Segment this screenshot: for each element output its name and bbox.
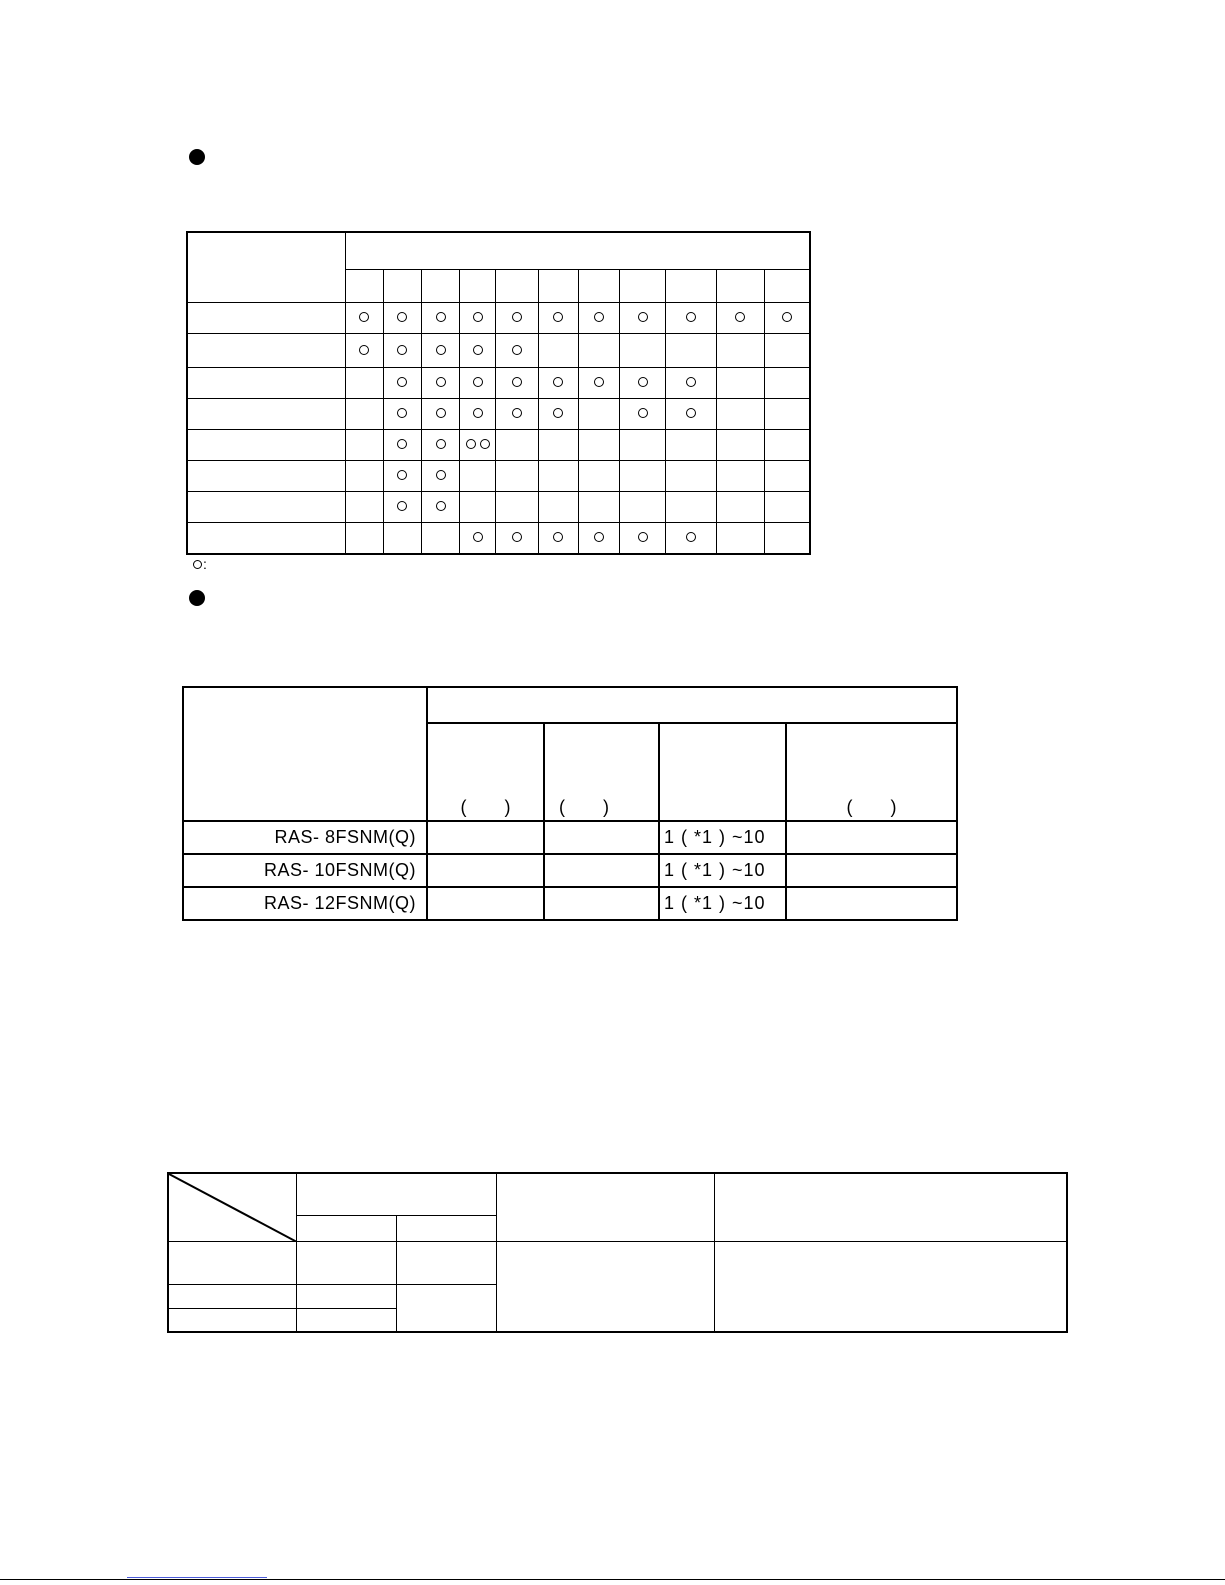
circle-icon <box>638 408 648 418</box>
circle-icon <box>686 532 696 542</box>
mark-cell <box>764 523 810 555</box>
mark-cell <box>539 430 579 461</box>
mark-cell <box>346 430 384 461</box>
mark-cell <box>346 492 384 523</box>
mark-cell <box>539 303 579 334</box>
mark-cell <box>459 334 496 368</box>
mark-cell <box>666 334 717 368</box>
mark-cell <box>422 461 460 492</box>
circle-icon <box>397 470 407 480</box>
circle-icon <box>686 408 696 418</box>
paren-close: ) <box>504 797 511 817</box>
mark-cell <box>496 334 539 368</box>
mark-cell <box>764 461 810 492</box>
compatibility-rows <box>187 303 810 555</box>
mark-cell <box>764 492 810 523</box>
mark-cell <box>666 303 717 334</box>
mark-cell <box>620 461 666 492</box>
header-corner <box>187 232 346 303</box>
section-bullet-2 <box>189 590 205 606</box>
mark-cell <box>346 399 384 430</box>
value-cell <box>544 887 659 920</box>
mark-cell <box>459 430 496 461</box>
header-group <box>346 232 811 270</box>
legend <box>193 556 207 572</box>
circle-icon <box>359 345 369 355</box>
row-label-cell <box>187 523 346 555</box>
mark-cell <box>539 334 579 368</box>
spec-table <box>167 1172 1068 1333</box>
compatibility-table <box>186 231 811 555</box>
table-row <box>187 334 810 368</box>
circle-icon <box>397 377 407 387</box>
table-row <box>187 523 810 555</box>
mark-cell <box>383 430 422 461</box>
paren-open: ( <box>559 797 565 817</box>
table-row <box>187 430 810 461</box>
mark-cell <box>578 492 620 523</box>
mark-cell <box>716 430 764 461</box>
mark-cell <box>716 334 764 368</box>
subheader-cell <box>459 270 496 303</box>
paren-open: ( <box>846 797 853 817</box>
model-cell: RAS- 10FSNM(Q) <box>183 854 427 887</box>
row-label-cell <box>187 461 346 492</box>
subheader-cell <box>666 270 717 303</box>
value-cell <box>544 854 659 887</box>
mark-cell <box>459 399 496 430</box>
mark-cell <box>716 461 764 492</box>
capacity-col-1 <box>427 723 544 821</box>
circle-icon <box>638 532 648 542</box>
mark-cell <box>383 461 422 492</box>
legend-text: : <box>203 556 207 572</box>
footer-link-underline <box>127 1577 267 1578</box>
spec-cell <box>168 1284 296 1308</box>
table-row <box>187 461 810 492</box>
mark-cell <box>422 334 460 368</box>
mark-cell <box>539 368 579 399</box>
mark-cell <box>666 492 717 523</box>
mark-cell <box>716 368 764 399</box>
mark-cell <box>383 399 422 430</box>
circle-icon <box>512 312 522 322</box>
circle-icon <box>686 377 696 387</box>
value-cell <box>427 887 544 920</box>
page-bottom-rule <box>0 1579 1225 1580</box>
table-row <box>187 303 810 334</box>
row-label-cell <box>187 492 346 523</box>
circle-icon <box>553 312 563 322</box>
circle-icon <box>594 532 604 542</box>
table-row <box>187 399 810 430</box>
mark-cell <box>422 492 460 523</box>
mark-cell <box>539 461 579 492</box>
mark-cell <box>620 303 666 334</box>
value-cell <box>786 854 957 887</box>
mark-cell <box>666 461 717 492</box>
mark-cell <box>459 523 496 555</box>
mark-cell <box>496 461 539 492</box>
mark-cell <box>666 399 717 430</box>
subheader-cell <box>346 270 384 303</box>
circle-icon <box>553 532 563 542</box>
subheader-cell <box>496 270 539 303</box>
mark-cell <box>383 334 422 368</box>
circle-icon <box>359 312 369 322</box>
mark-cell <box>346 461 384 492</box>
spec-merged-cell <box>714 1241 1067 1332</box>
diagonal-line <box>169 1174 296 1241</box>
circle-icon <box>473 377 483 387</box>
mark-cell <box>578 303 620 334</box>
model-cell: RAS- 8FSNM(Q) <box>183 821 427 854</box>
mark-cell <box>422 399 460 430</box>
circle-icon <box>397 312 407 322</box>
mark-cell <box>578 430 620 461</box>
row-label-cell <box>187 368 346 399</box>
circle-icon <box>397 345 407 355</box>
mark-cell <box>716 523 764 555</box>
table-row <box>187 492 810 523</box>
circle-icon <box>480 439 490 449</box>
mark-cell <box>496 523 539 555</box>
capacity-col-2 <box>544 723 659 821</box>
spec-subheader-2 <box>396 1215 496 1241</box>
mark-cell <box>459 303 496 334</box>
mark-cell <box>716 399 764 430</box>
spec-cell <box>396 1241 496 1284</box>
spec-header-col-3 <box>496 1173 714 1241</box>
row-label-cell <box>187 303 346 334</box>
circle-icon <box>594 377 604 387</box>
model-cell: RAS- 12FSNM(Q) <box>183 887 427 920</box>
mark-cell <box>716 303 764 334</box>
mark-cell <box>578 461 620 492</box>
mark-cell <box>346 523 384 555</box>
row-label-cell <box>187 399 346 430</box>
paren-open: ( <box>460 797 467 817</box>
spec-cell <box>296 1284 396 1308</box>
mark-cell <box>383 303 422 334</box>
mark-cell <box>578 399 620 430</box>
mark-cell <box>383 368 422 399</box>
mark-cell <box>578 523 620 555</box>
circle-icon <box>473 532 483 542</box>
circle-icon <box>436 470 446 480</box>
mark-cell <box>496 492 539 523</box>
subheader-cell <box>578 270 620 303</box>
circle-icon <box>397 501 407 511</box>
circle-icon <box>512 532 522 542</box>
spec-header-group <box>296 1173 496 1215</box>
mark-cell <box>496 368 539 399</box>
subheader-cell <box>716 270 764 303</box>
mark-cell <box>666 523 717 555</box>
table-row <box>187 368 810 399</box>
mark-cell <box>620 334 666 368</box>
circle-icon <box>436 439 446 449</box>
spec-subheader-1 <box>296 1215 396 1241</box>
mark-cell <box>496 303 539 334</box>
capacity-col-4 <box>786 723 957 821</box>
value-cell <box>786 821 957 854</box>
mark-cell <box>620 368 666 399</box>
spec-cell <box>296 1241 396 1284</box>
mark-cell <box>422 368 460 399</box>
mark-cell <box>620 399 666 430</box>
capacity-col-3 <box>659 723 786 821</box>
value-cell <box>427 854 544 887</box>
diagonal-header-cell <box>168 1173 296 1241</box>
mark-cell <box>578 368 620 399</box>
circle-icon <box>553 408 563 418</box>
mark-cell <box>459 492 496 523</box>
mark-cell <box>383 523 422 555</box>
mark-cell <box>764 368 810 399</box>
mark-cell <box>620 430 666 461</box>
capacity-table <box>182 686 958 921</box>
row-label-cell <box>187 334 346 368</box>
mark-cell <box>716 492 764 523</box>
mark-cell <box>383 492 422 523</box>
value-cell <box>427 821 544 854</box>
circle-icon <box>735 312 745 322</box>
mark-cell <box>346 303 384 334</box>
circle-icon <box>638 312 648 322</box>
spec-merged-cell <box>396 1284 496 1332</box>
circle-icon <box>397 408 407 418</box>
circle-icon <box>782 312 792 322</box>
circle-icon <box>473 345 483 355</box>
mark-cell <box>346 334 384 368</box>
subheader-cell <box>383 270 422 303</box>
subheader-cell <box>620 270 666 303</box>
mark-cell <box>496 430 539 461</box>
mark-cell <box>620 492 666 523</box>
mark-cell <box>764 334 810 368</box>
range-cell: 1 ( *1 ) ~10 <box>659 887 786 920</box>
mark-cell <box>459 368 496 399</box>
spec-header-col-4 <box>714 1173 1067 1241</box>
circle-icon <box>436 345 446 355</box>
circle-icon <box>473 408 483 418</box>
mark-cell <box>539 523 579 555</box>
subheader-cell <box>422 270 460 303</box>
mark-cell <box>666 430 717 461</box>
mark-cell <box>422 430 460 461</box>
circle-icon <box>638 377 648 387</box>
subheader-cell <box>539 270 579 303</box>
spec-cell <box>168 1308 296 1332</box>
circle-icon <box>512 345 522 355</box>
mark-cell <box>539 492 579 523</box>
mark-cell <box>496 399 539 430</box>
circle-icon <box>193 560 202 569</box>
mark-cell <box>422 303 460 334</box>
mark-cell <box>346 368 384 399</box>
circle-icon <box>397 439 407 449</box>
circle-icon <box>466 439 476 449</box>
circle-icon <box>686 312 696 322</box>
circle-icon <box>436 377 446 387</box>
capacity-header-corner <box>183 687 427 821</box>
spec-cell <box>296 1308 396 1332</box>
mark-cell <box>764 399 810 430</box>
spec-merged-cell <box>496 1241 714 1332</box>
circle-icon <box>512 408 522 418</box>
spec-cell <box>168 1241 296 1284</box>
circle-icon <box>553 377 563 387</box>
range-cell: 1 ( *1 ) ~10 <box>659 854 786 887</box>
mark-cell <box>764 303 810 334</box>
capacity-header-group <box>427 687 957 723</box>
mark-cell <box>620 523 666 555</box>
mark-cell <box>578 334 620 368</box>
circle-icon <box>436 312 446 322</box>
value-cell <box>544 821 659 854</box>
mark-cell <box>764 430 810 461</box>
circle-icon <box>436 501 446 511</box>
mark-cell <box>422 523 460 555</box>
paren-close: ) <box>603 797 609 817</box>
row-label-cell <box>187 430 346 461</box>
mark-cell <box>539 399 579 430</box>
subheader-cell <box>764 270 810 303</box>
mark-cell <box>666 368 717 399</box>
mark-cell <box>459 461 496 492</box>
value-cell <box>786 887 957 920</box>
section-bullet-1 <box>189 149 205 165</box>
circle-icon <box>436 408 446 418</box>
circle-icon <box>594 312 604 322</box>
range-cell: 1 ( *1 ) ~10 <box>659 821 786 854</box>
circle-icon <box>473 312 483 322</box>
circle-icon <box>512 377 522 387</box>
paren-close: ) <box>890 797 897 817</box>
